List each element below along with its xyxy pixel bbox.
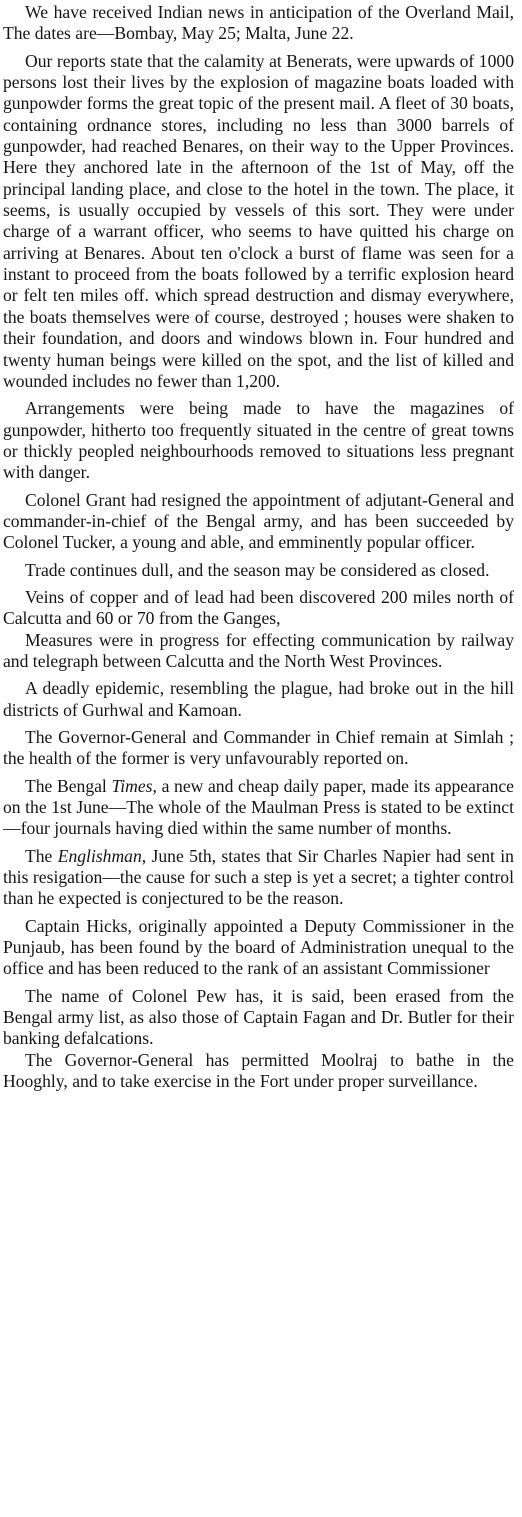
paragraph-intro: We have received Indian news in anticipation of the Overland Mail, The dates are—Bombay, May 25; Malta, June 22.	[3, 2, 514, 44]
paragraph-copper-lead: Veins of copper and of lead had been discovered 200 miles north of Calcutta and 60 or 70 from the Ganges,	[3, 586, 514, 629]
paragraph-epidemic: A deadly epidemic, resembling the plague, had broke out in the hill districts of Gurhwal and Kamoan.	[3, 678, 514, 720]
paragraph-benares-explosion: Our reports state that the calamity at Benerats, were upwards of 1000 persons lost their lives by the explosion of magazine boats loaded with gunpowder forms the great topic of the present mail. A fleet of 30 boats, containing ordnance stores, including no less than 3000 barrels of gunpowder, had reached Benares, on their way to the Upper Provinces. Here they anchored late in the afternoon of the 1st of May, off the principal landing place, and close to the hotel in the town. The place, it seems, is usually occupied by vessels of this sort. They were under charge of a warrant officer, who seems to have quitted his charge on arriving at Benares. About ten o'clock a burst of flame was seen for a instant to proceed from the boats followed by a terrific explosion heard or felt ten miles off. which spread destruction and dismay everywhere, the boats themselves were of course, destroyed ; houses were shaken to their foundation, and doors and windows blown in. Four hundred and twenty human beings were killed on the spot, and the list of killed and wounded includes no fewer than 1,200.	[3, 50, 514, 391]
paragraph-colonel-pew: The name of Colonel Pew has, it is said, been erased from the Bengal army list, as also those of Captain Fagan and Dr. Butler for their banking defalcations.	[3, 985, 514, 1049]
paragraph-captain-hicks: Captain Hicks, originally appointed a Deputy Commissioner in the Punjaub, has been found by the board of Administration unequal to the office and has been reduced to the rank of an assistant Commissioner	[3, 915, 514, 979]
paragraph-colonel-grant: Colonel Grant had resigned the appointment of adjutant-General and commander-in-chief of the Bengal army, and has been succeeded by Colonel Tucker, a young and able, and emminently popular officer.	[3, 489, 514, 553]
paragraph-englishman-napier: The Englishman, June 5th, states that Sir Charles Napier had sent in this resigation—the cause for such a step is yet a secret; a tighter control than he expected is conjectured to be the reason.	[3, 845, 514, 909]
paragraph-moolraj: The Governor-General has permitted Moolraj to bathe in the Hooghly, and to take exercise in the Fort under proper surveillance.	[3, 1049, 514, 1092]
paragraph-trade: Trade continues dull, and the season may be considered as closed.	[25, 559, 490, 580]
paragraph-gunpowder-magazines: Arrangements were being made to have the magazines of gunpowder, hitherto too frequently situated in the centre of great towns or thickly peopled neighbourhoods removed to situations less pregnant with danger.	[3, 398, 514, 483]
paragraph-railway-telegraph: Measures were in progress for effecting communication by railway and telegraph between Calcutta and the North West Provinces.	[3, 629, 514, 671]
paragraph-governor-general: The Governor-General and Commander in Chief remain at Simlah ; the health of the former is very unfavourably reported on.	[3, 727, 514, 769]
paragraph-bengal-times: The Bengal Times, a new and cheap daily paper, made its appearance on the 1st June—The whole of the Maulman Press is stated to be extinct—four journals having died within the same number of months.	[3, 775, 514, 839]
